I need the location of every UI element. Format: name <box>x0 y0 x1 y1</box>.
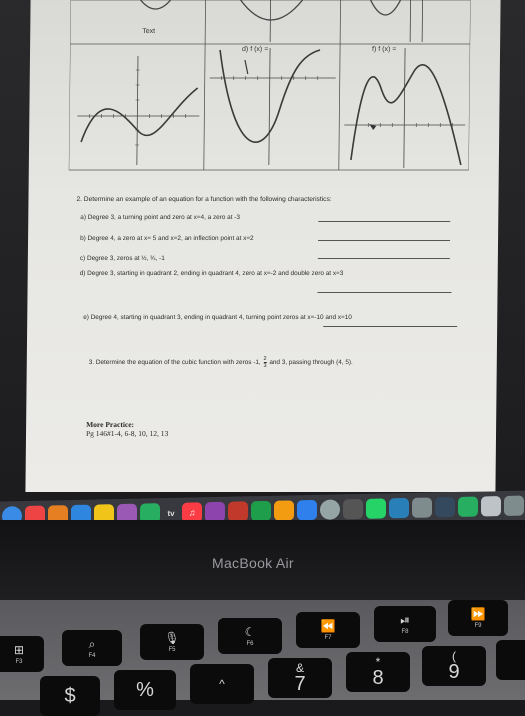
key-f9[interactable]: ⏩ F9 <box>448 600 508 636</box>
numbers-icon[interactable] <box>251 501 271 521</box>
key-9[interactable]: ( 9 <box>422 646 486 686</box>
play-pause-icon: ⏯ <box>400 614 410 626</box>
graph-label-text: Text <box>142 28 155 35</box>
dock-divider-gap <box>343 499 363 519</box>
answer-line-e <box>323 326 457 327</box>
answer-line-c <box>318 258 450 259</box>
tv-icon[interactable]: tv <box>163 503 179 523</box>
key-0[interactable] <box>496 640 525 680</box>
practice-block <box>86 420 168 438</box>
graphs-figure <box>69 0 471 172</box>
q2-d: d) Degree 3, starting in quadrant 2, ending in quadrant 4, zero at x=-2 and double zero at x=3 <box>80 270 344 277</box>
key-f5[interactable]: 🎙 F5 <box>140 624 204 660</box>
spreadsheet-icon[interactable] <box>458 497 478 517</box>
pages-icon[interactable] <box>274 500 294 520</box>
zoom-icon[interactable] <box>389 498 409 518</box>
rewind-icon: ⏪ <box>321 620 336 632</box>
q2-heading: 2. Determine an example of an equation for a function with the following characteristics: <box>76 196 331 203</box>
q3-fraction <box>263 356 266 369</box>
search-icon: ⌕ <box>89 638 96 650</box>
answer-line-d <box>318 292 452 293</box>
graph-label-d: d) f (x) = <box>242 46 268 53</box>
document-icon[interactable] <box>435 497 455 517</box>
key-f6[interactable]: ☾ F6 <box>218 618 282 654</box>
practice-detail: Pg 146#1-4, 6-8, 10, 12, 13 <box>86 429 168 438</box>
q3-prefix: 3. Determine the equation of the cubic function with zeros -1, <box>89 359 261 366</box>
q2-a: a) Degree 3, a turning point and zero at x=4, a zero at -3 <box>80 214 240 221</box>
key-5[interactable]: % <box>114 670 176 710</box>
graph-1 <box>77 56 200 165</box>
fast-forward-icon: ⏩ <box>471 608 486 620</box>
key-4[interactable]: $ <box>40 676 100 716</box>
practice-title: More Practice: <box>86 420 134 429</box>
worksheet-page <box>25 0 500 492</box>
mission-control-icon: ⊞ <box>14 644 24 656</box>
music-icon[interactable]: ♫ <box>182 502 202 522</box>
q3-suffix: and 3, passing through (4, 5). <box>269 359 353 366</box>
key-f4[interactable]: ⌕ F4 <box>62 630 122 666</box>
brand-label: MacBook Air <box>212 555 294 571</box>
key-6[interactable]: ^ <box>190 664 254 704</box>
answer-line-a <box>318 221 450 222</box>
q2-b: b) Degree 4, a zero at x= 5 and x=2, an inflection point at x=2 <box>80 235 254 242</box>
trash-icon[interactable] <box>504 496 524 516</box>
news-icon[interactable] <box>228 501 248 521</box>
whatsapp-icon[interactable] <box>366 498 386 518</box>
q3-text <box>89 356 353 369</box>
settings-icon[interactable] <box>320 499 340 519</box>
graph-2 <box>209 48 336 165</box>
q3-frac-num: 2 <box>263 356 266 363</box>
app-store-icon[interactable] <box>297 500 317 520</box>
keyboard <box>0 600 525 700</box>
graph-label-f: f) f (x) = <box>372 46 396 53</box>
q2-c: c) Degree 3, zeros at ½, ¾, -1 <box>80 255 165 262</box>
preview-icon[interactable] <box>412 497 432 517</box>
key-7[interactable]: & 7 <box>268 658 332 698</box>
q3-frac-den: 3 <box>263 363 266 369</box>
key-f7[interactable]: ⏪ F7 <box>296 612 360 648</box>
q2-e: e) Degree 4, starting in quadrant 3, ending in quadrant 4, turning point zeros at x=-10 and x=10 <box>83 314 352 321</box>
answer-line-b <box>318 240 450 241</box>
key-f8[interactable]: ⏯ F8 <box>374 606 436 642</box>
key-f3[interactable]: ⊞ F3 <box>0 636 44 672</box>
key-8[interactable]: * 8 <box>346 652 410 692</box>
graph-3 <box>344 48 466 168</box>
window-icon[interactable] <box>481 496 501 516</box>
moon-icon: ☾ <box>245 626 256 638</box>
microphone-icon: 🎙 <box>164 632 179 644</box>
graph-row <box>69 0 471 172</box>
